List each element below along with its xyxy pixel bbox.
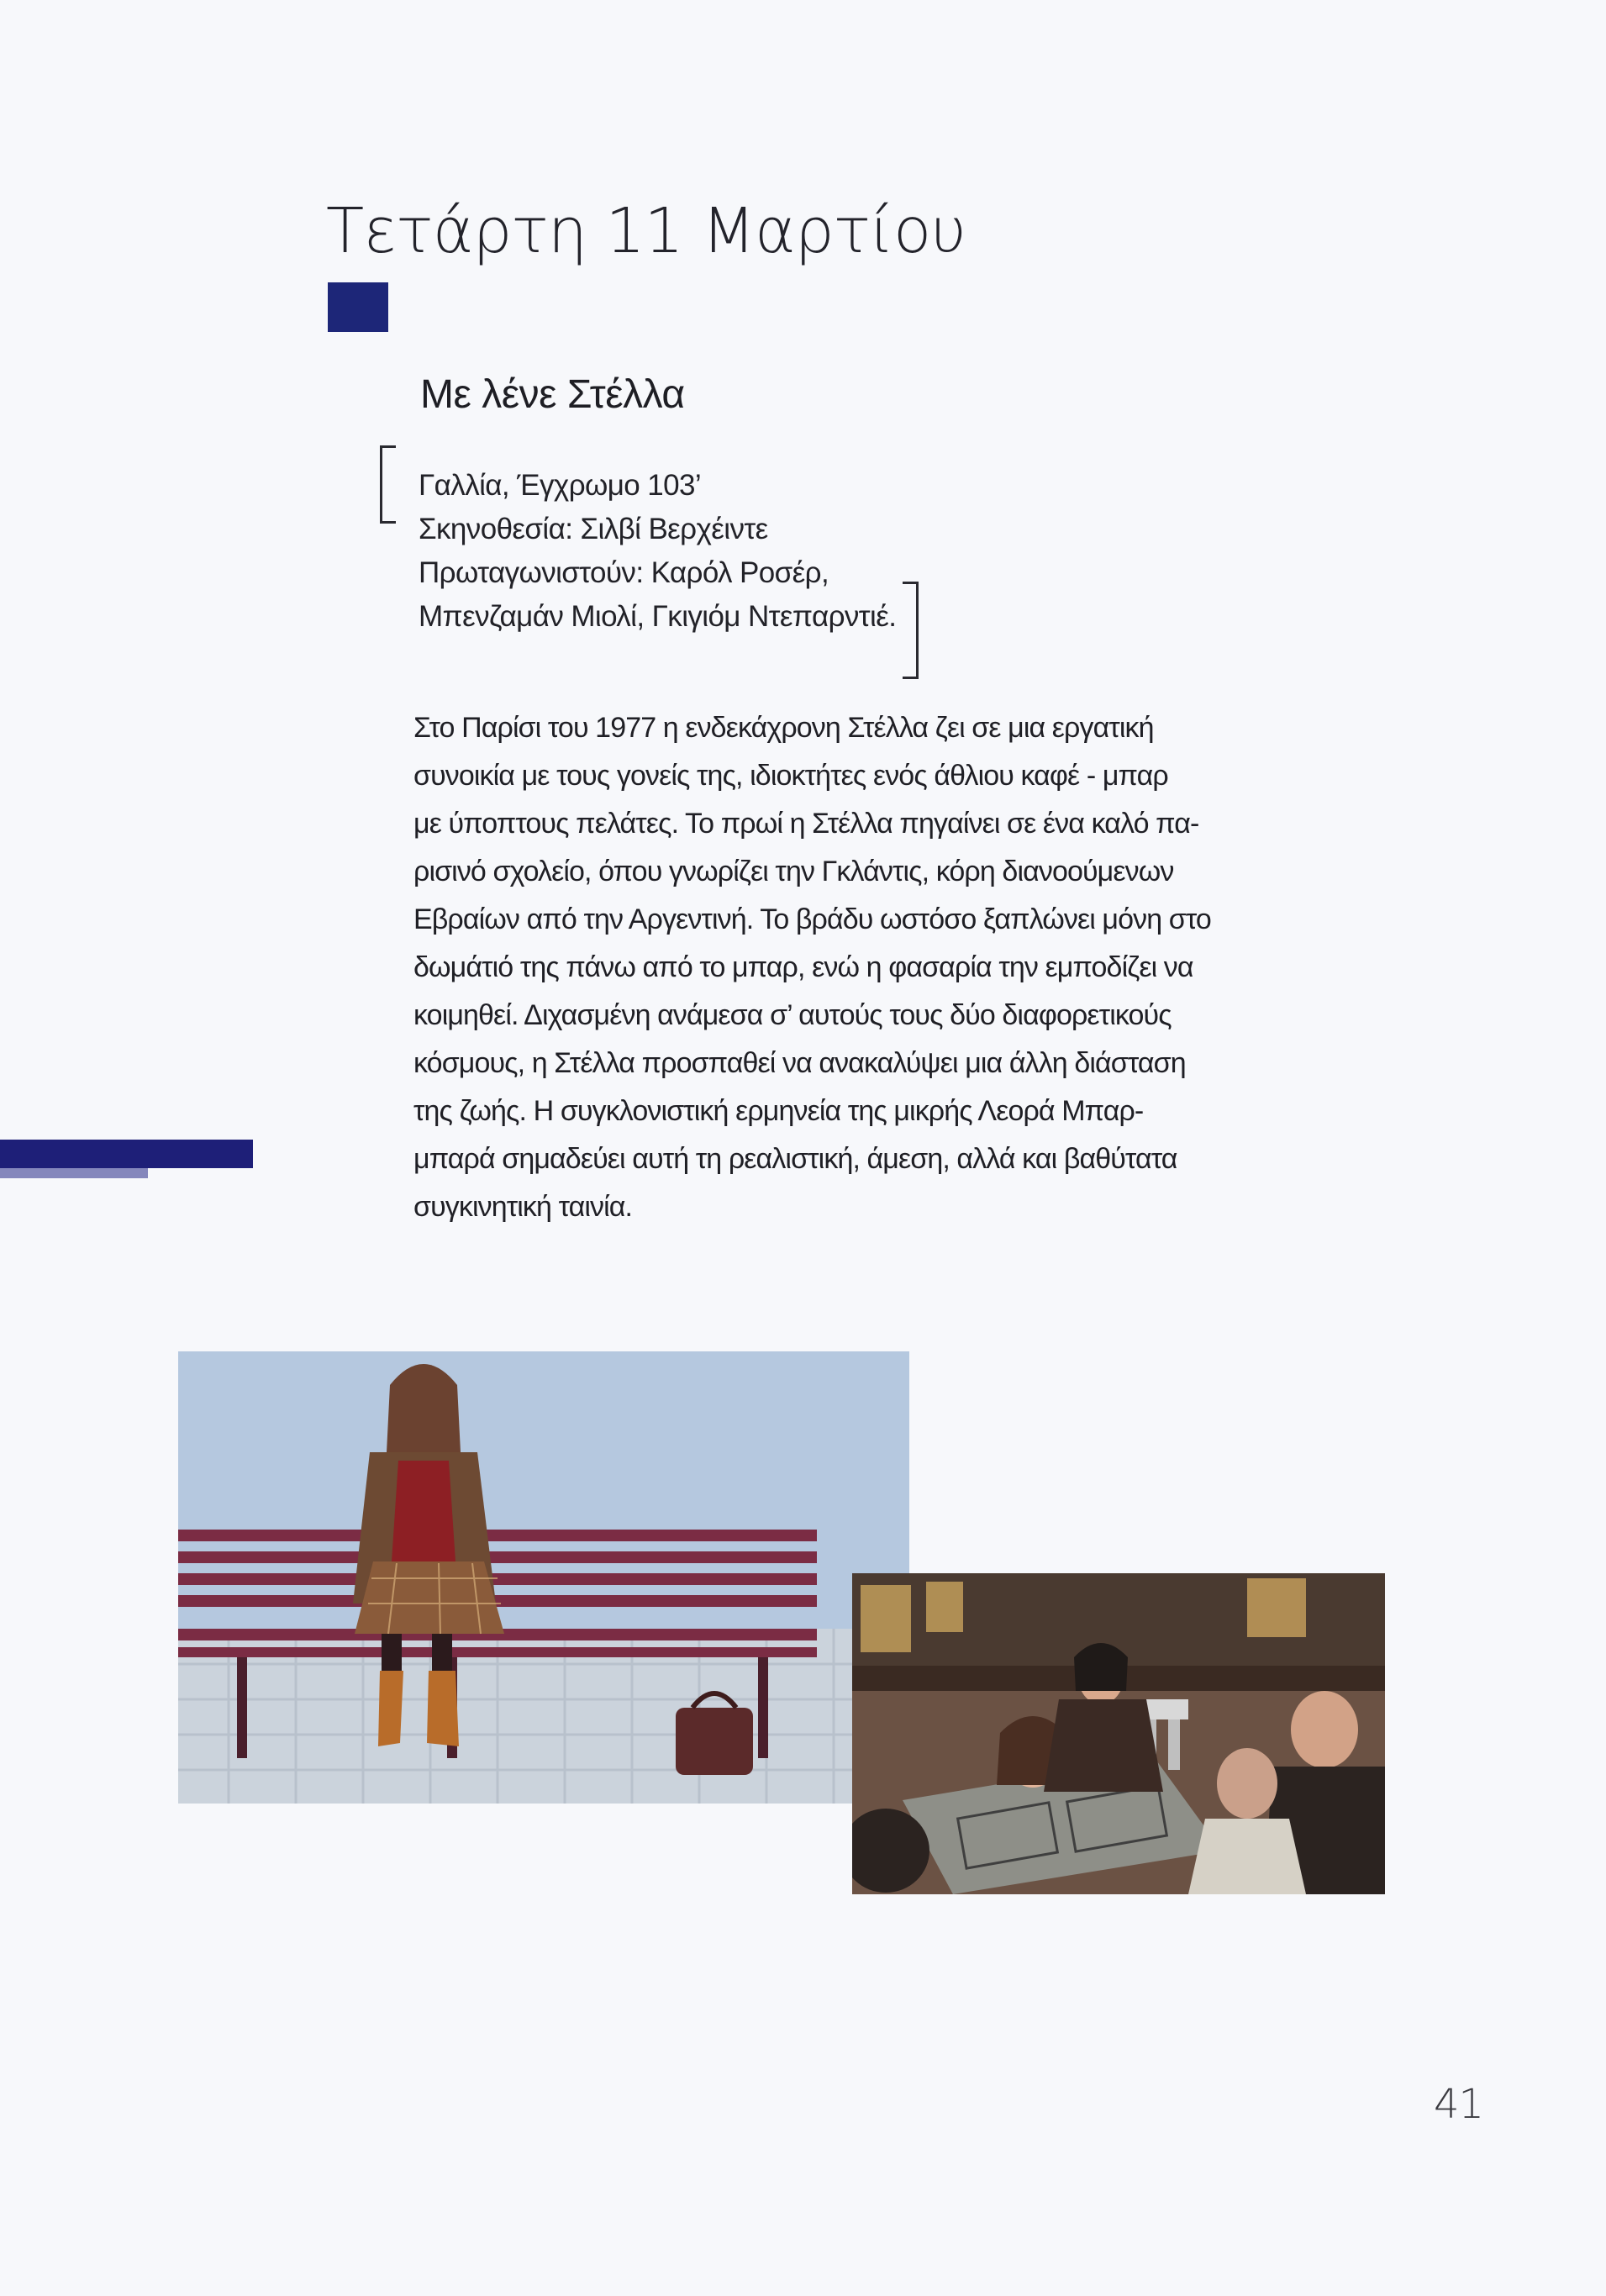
credit-line-cast: Πρωταγωνιστούν: Καρόλ Ροσέρ,	[419, 556, 829, 589]
film-title: Με λένε Στέλλα	[420, 372, 685, 417]
opening-bracket	[380, 445, 396, 524]
page-number: 41	[1434, 2081, 1484, 2128]
credit-line-country: Γαλλία, Έγχρωμο 103’	[419, 469, 702, 502]
synopsis-line: της ζωής. Η συγκλονιστική ερμηνεία της μικρής Λεορά Μπαρ-	[413, 1095, 1144, 1127]
film-still-bench-photo	[178, 1351, 909, 1804]
closing-bracket	[903, 582, 919, 679]
synopsis-line: Στο Παρίσι του 1977 η ενδεκάχρονη Στέλλα ζει σε μια εργατική	[413, 712, 1154, 744]
bench-scene-image	[178, 1351, 909, 1804]
side-accent-bar	[0, 1140, 253, 1168]
film-still-cafe-photo	[852, 1573, 1385, 1894]
synopsis-line: κοιμηθεί. Διχασμένη ανάμεσα σ’ αυτούς τους δύο διαφορετικούς	[413, 999, 1172, 1031]
credit-line-cast-cont: Μπενζαμάν Μιολί, Γκιγιόμ Ντεπαρντιέ.	[419, 600, 897, 633]
synopsis-line: με ύποπτους πελάτες. Το πρωί η Στέλλα πηγαίνει σε ένα καλό πα-	[413, 808, 1199, 840]
synopsis-line: ρισινό σχολείο, όπου γνωρίζει την Γκλάντις, κόρη διανοούμενων	[413, 856, 1174, 887]
film-credits	[419, 464, 896, 639]
synopsis-line: κόσμους, η Στέλλα προσπαθεί να ανακαλύψει μια άλλη διάσταση	[413, 1047, 1186, 1079]
synopsis-line: μπαρά σημαδεύει αυτή τη ρεαλιστική, άμεση, αλλά και βαθύτατα	[413, 1143, 1177, 1175]
synopsis-line: δωμάτιό της πάνω από το μπαρ, ενώ η φασαρία την εμποδίζει να	[413, 951, 1193, 983]
accent-square	[328, 282, 388, 332]
cafe-scene-image	[852, 1573, 1385, 1894]
date-heading: Τετάρτη 11 Μαρτίου	[326, 195, 966, 267]
synopsis-line: Εβραίων από την Αργεντινή. Το βράδυ ωστόσο ξαπλώνει μόνη στο	[413, 903, 1211, 935]
synopsis-line: συγκινητική ταινία.	[413, 1191, 633, 1223]
synopsis-line: συνοικία με τους γονείς της, ιδιοκτήτες ενός άθλιου καφέ - μπαρ	[413, 760, 1168, 792]
side-accent-bar-light	[0, 1168, 148, 1178]
synopsis-paragraph	[413, 704, 1211, 1231]
credit-line-director: Σκηνοθεσία: Σιλβί Βερχέιντε	[419, 513, 768, 545]
